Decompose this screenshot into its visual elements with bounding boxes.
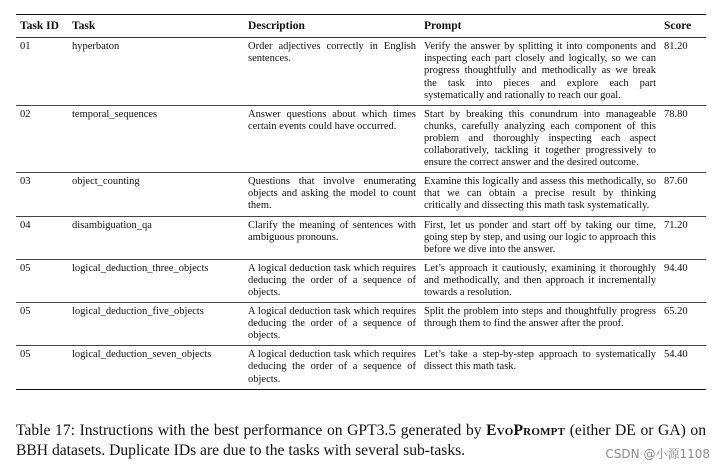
bottom-rule: [16, 389, 706, 390]
caption-prefix: Table 17: Instructions with the best performance on GPT3.5 generated by: [16, 422, 487, 439]
cell-task: object_counting: [68, 173, 244, 216]
cell-id: 05: [16, 259, 68, 302]
cell-id: 04: [16, 216, 68, 259]
cell-score: 94.40: [660, 259, 706, 302]
cell-description: Clarify the meaning of sentences with ambiguous pronouns.: [244, 216, 420, 259]
cell-id: 02: [16, 105, 68, 172]
cell-score: 81.20: [664, 41, 688, 53]
caption-method-name: EvoPrompt: [486, 422, 566, 439]
cell-prompt: First, let us ponder and start off by taking our time, going step by step, and using our logic to approach this before we dive into the answer.: [420, 216, 660, 259]
cell-score: 71.20: [660, 216, 706, 259]
cell-description: Answer questions about which times certain events could have occurred.: [244, 105, 420, 172]
cell-id: 05: [16, 303, 68, 346]
cell-score: 54.40: [660, 346, 706, 389]
table-row: [16, 38, 706, 105]
results-table-container: [16, 14, 706, 390]
cell-score: 65.20: [660, 303, 706, 346]
cell-prompt: Let’s approach it cautiously, examining it thoroughly and methodically, and then approach it incrementally towards a resolution.: [420, 259, 660, 302]
results-table: [16, 15, 706, 388]
cell-task: logical_deduction_seven_objects: [68, 346, 244, 389]
cell-prompt: Let’s take a step-by-step approach to systematically dissect this math task.: [420, 346, 660, 389]
caption-suffix: (either DE or GA) on BBH datasets. Duplicate IDs are due to the tasks with several sub-tasks.: [16, 422, 706, 459]
cell-description: A logical deduction task which requires deducing the order of a sequence of objects.: [244, 259, 420, 302]
cell-id: 03: [16, 173, 68, 216]
table-row: [16, 105, 706, 172]
header-score: Score: [664, 20, 692, 33]
header-description: Description: [248, 20, 305, 33]
cell-score: 78.80: [660, 105, 706, 172]
cell-description: A logical deduction task which requires deducing the order of a sequence of objects.: [244, 346, 420, 389]
cell-task: hyperbaton: [72, 41, 120, 53]
cell-score: 87.60: [660, 173, 706, 216]
header-task-id: Task ID: [20, 20, 59, 33]
cell-description: A logical deduction task which requires deducing the order of a sequence of objects.: [244, 303, 420, 346]
cell-prompt: Examine this logically and assess this methodically, so that we can obtain a precise result by thinking critically and dissecting this math task systematically.: [420, 173, 660, 216]
header-row: [16, 15, 706, 38]
header-prompt: Prompt: [424, 20, 462, 33]
cell-task: logical_deduction_three_objects: [68, 259, 244, 302]
table-row: [16, 303, 706, 346]
cell-task: logical_deduction_five_objects: [68, 303, 244, 346]
table-row: [16, 259, 706, 302]
cell-task: temporal_sequences: [68, 105, 244, 172]
cell-id: 05: [16, 346, 68, 389]
table-row: [16, 173, 706, 216]
header-task: Task: [72, 20, 96, 33]
cell-id: 01: [20, 41, 31, 53]
cell-prompt: Split the problem into steps and thoughtfully progress through them to find the answer after the proof.: [420, 303, 660, 346]
cell-task: disambiguation_qa: [68, 216, 244, 259]
table-row: [16, 346, 706, 389]
table-row: [16, 216, 706, 259]
cell-prompt: Start by breaking this conundrum into manageable chunks, carefully analyzing each component of this problem and thoroughly inspecting each aspect collaboratively, tackling it together progressively to ensure the correct answer and the desired outcome.: [420, 105, 660, 172]
csdn-watermark: CSDN @小源1108: [605, 447, 710, 461]
cell-description: Order adjectives correctly in English sentences.: [248, 41, 416, 65]
cell-prompt: Verify the answer by splitting it into components and inspecting each part closely and logically, so we can progress thoughtfully and methodically as we break the task into pieces and explore each part systematically and rationally to reach our goal.: [424, 41, 656, 101]
table-caption: [16, 421, 706, 461]
cell-description: Questions that involve enumerating objects and asking the model to count them.: [244, 173, 420, 216]
